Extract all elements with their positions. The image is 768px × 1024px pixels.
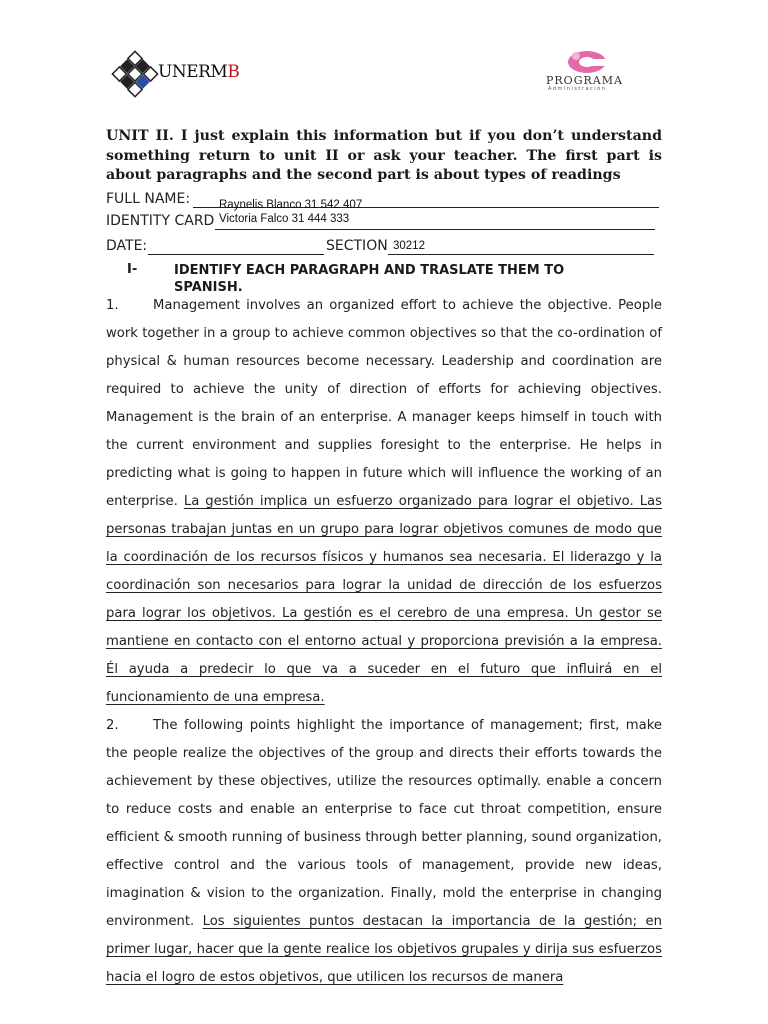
identity-card-value: Victoria Falco 31 444 333 [219, 213, 350, 225]
full-name-label: FULL NAME: [106, 191, 191, 207]
programa-emblem-icon [562, 50, 612, 76]
section-title: IDENTIFY EACH PARAGRAPH AND TRASLATE THEM TO SPANISH. [174, 263, 565, 295]
paragraph-2-spanish: Los siguientes puntos destacan la importancia de la gestión; en primer lugar, hacer que la gente realice los objetivos grupales y dirija sus esfuerzos hacia el logro de estos objetivos, que utilicen los recursos de manera [106, 914, 662, 985]
paragraph-1-spanish: La gestión implica un esfuerzo organizado para lograr el objetivo. Las personas trabajan juntas en un grupo para lograr objetivos comunes de modo que la coordinación de los recursos físicos y humanos sea necesaria. El liderazgo y la coordinación son necesarios para lograr la unidad de dirección de los esfuerzos para lograr los objetivos. La gestión es el cerebro de una empresa. Un gestor se mantiene en contacto con el entorno actual y proporciona previsión a la empresa. Él ayuda a predecir lo que va a suceder en el futuro que influirá en el funcionamiento de una empresa. [106, 494, 662, 705]
section-number: I- [127, 262, 138, 277]
date-label: DATE: [106, 238, 148, 254]
date-line [148, 254, 324, 255]
document-body [106, 292, 662, 992]
programa-logo [540, 50, 650, 92]
unit-title: UNIT II. I just explain this information but if you don’t understand something return to unit II or ask your teacher. The first part is about paragraphs and the second part is about types of readings [106, 128, 662, 183]
paragraph-1-english: Management involves an organized effort to achieve the objective. People work together in a group to achieve common objectives so that the co-ordination of physical & human resources become necessary. Leadership and coordination are required to achieve the unity of direction of efforts for achieving objectives. Management is the brain of an enterprise. A manager keeps himself in touch with the current environment and supplies foresight to the enterprise. He helps in predicting what is going to happen in future which will influence the working of an enterprise. [106, 298, 662, 509]
paragraph-2 [106, 712, 662, 992]
paragraph-1 [106, 292, 662, 712]
section-line [388, 254, 654, 255]
unermb-logo [110, 50, 250, 98]
paragraph-1-number: 1. [106, 298, 119, 313]
section-label: SECTION [326, 238, 388, 254]
full-name-value: Raynelis Blanco 31 542 407 [219, 199, 363, 211]
unermb-emblem-icon [110, 50, 160, 98]
section-value: 30212 [393, 240, 425, 252]
identity-card-label: IDENTITY CARD [106, 213, 215, 229]
paragraph-2-number: 2. [106, 718, 119, 733]
identity-card-line [215, 229, 655, 230]
unermb-logo-text: UNERMB [158, 62, 240, 82]
programa-logo-text: PROGRAMA [546, 74, 623, 87]
paragraph-2-english: The following points highlight the importance of management; first, make the people realize the objectives of the group and directs their efforts towards the achievement by these objectives, utilize the resources optimally. enable a concern to reduce costs and enable an enterprise to face cut throat competition, ensure efficient & smooth running of business through better planning, sound organization, effective control and the various tools of management, provide new ideas, imagination & vision to the organization. Finally, mold the enterprise in changing environment. [106, 718, 662, 929]
programa-logo-subtext: Administración [548, 86, 607, 92]
